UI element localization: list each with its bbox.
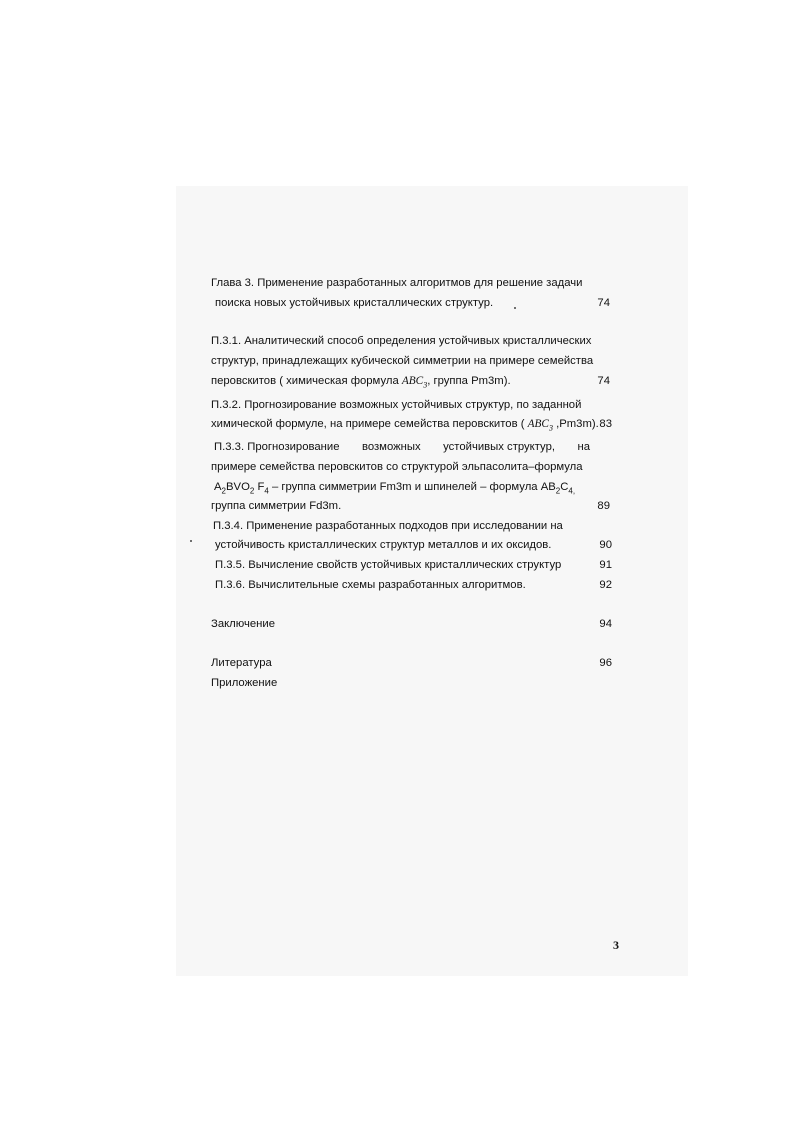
page-number: 3 [613,938,619,952]
toc-word: устойчивых структур, [443,441,555,453]
toc-entry-3-3-line-1 [214,440,590,454]
formula-abc3: $ABC_3$ [527,418,553,433]
toc-entry-3-4-line-2: устойчивость кристаллических структур металлов и их оксидов. [215,539,552,551]
toc-entry-3-1-line-1: П.3.1. Аналитический способ определения устойчивых кристаллических [211,335,592,347]
toc-entry-3-3-line-4: группа симметрии Fd3m. [211,500,342,512]
toc-page-3-6: 92 [599,579,612,591]
toc-entry-literature: Литература [211,657,272,669]
toc-word: на [577,441,590,453]
toc-entry-appendix: Приложение [211,677,278,689]
toc-text: , группа Pm3m). [427,375,511,387]
toc-word: возможных [361,441,421,453]
toc-page-3-5: 91 [599,559,612,571]
toc-entry-3-2-line-1: П.3.2. Прогнозирование возможных устойчивых структур, по заданной [211,399,582,411]
toc-entry-conclusion: Заключение [211,618,275,630]
toc-page-chapter-3: 74 [597,297,610,309]
scan-speck [190,540,192,542]
toc-entry-3-1-line-2: структур, принадлежащих кубической симметрии на примере семейства [211,355,594,367]
toc-page-3-1: 74 [597,375,610,387]
toc-page-3-2: 83 [599,418,612,430]
toc-entry-3-2-line-2 [211,417,599,435]
scan-speck [514,307,516,309]
toc-text: перовскитов ( химическая формула [211,375,402,387]
toc-page-literature: 96 [599,657,612,669]
toc-page-conclusion: 94 [599,618,612,630]
toc-entry-3-6: П.3.6. Вычислительные схемы разработанных алгоритмов. [215,579,526,591]
toc-word: П.3.3. Прогнозирование [214,441,340,453]
toc-text: химической формуле, на примере семейства перовскитов ( [211,418,528,430]
toc-entry-3-4-line-1: П.3.4. Применение разработанных подходов при исследовании на [213,520,563,532]
toc-entry-chapter-3-line-2: поиска новых устойчивых кристаллических структур. [215,297,494,309]
toc-entry-3-5: П.3.5. Вычисление свойств устойчивых кристаллических структур [215,559,562,571]
toc-entry-3-3-line-2: примере семейства перовскитов со структурой эльпасолита–формула [211,461,583,473]
toc-text: ,Pm3m). [552,418,599,430]
toc-page-3-4: 90 [599,539,612,551]
toc-entry-3-3-line-3: $A_2BVO_2$ $F_4$ – группа симметрии Fm3m и шпинелей – формула $AB_2C_{4,}$ [214,481,576,496]
toc-page-3-3: 89 [597,500,610,512]
formula-abc3: $ABC_3$ [401,375,428,390]
toc-entry-3-1-line-3 [211,374,511,392]
toc-entry-chapter-3-line-1: Глава 3. Применение разработанных алгоритмов для решение задачи [211,277,583,289]
